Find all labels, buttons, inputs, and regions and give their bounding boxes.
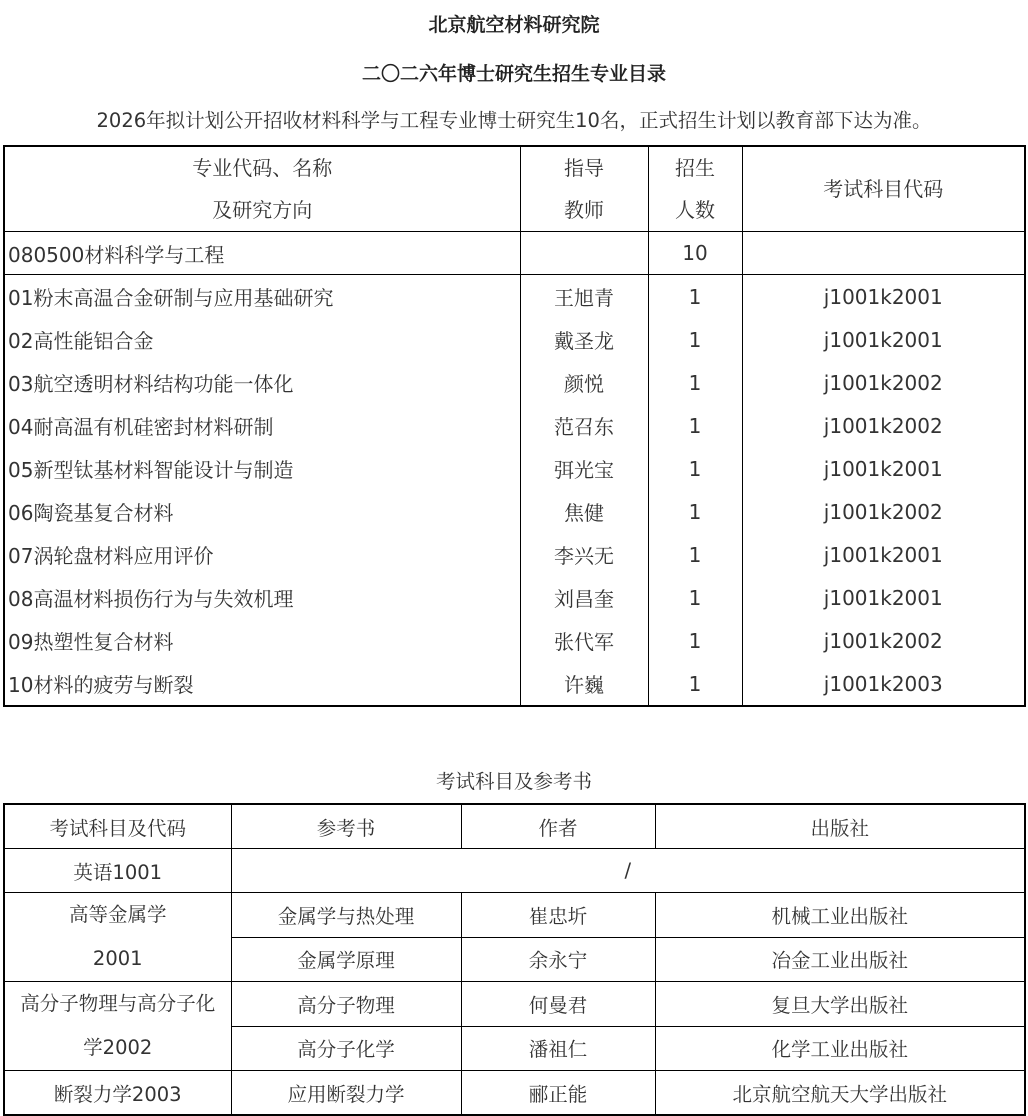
book-publisher: 复旦大学出版社 (655, 982, 1025, 1027)
subject-cell: 断裂力学2003 (4, 1071, 231, 1116)
direction-supervisor: 范召东 (520, 404, 648, 447)
direction-supervisor: 许巍 (520, 662, 648, 706)
major-supervisor (520, 232, 648, 275)
catalog-title: 二〇二六年博士研究生招生专业目录 (361, 63, 666, 85)
direction-exam-codes: j1001k2002 (742, 490, 1025, 533)
header-book: 参考书 (231, 804, 461, 849)
direction-name: 08高温材料损伤行为与失效机理 (8, 587, 294, 611)
major-name: 080500材料科学与工程 (4, 232, 520, 275)
direction-exam-codes: j1001k2002 (742, 404, 1025, 447)
book-publisher: 冶金工业出版社 (655, 937, 1025, 982)
direction-name: 03航空透明材料结构功能一体化 (8, 372, 294, 396)
header-quota (648, 146, 742, 232)
reference-table-caption: 考试科目及参考书 (435, 770, 592, 793)
subject-line1: 高等金属学 (68, 903, 167, 926)
table-row (4, 893, 1025, 938)
direction-quota: 1 (648, 275, 742, 319)
header-publisher: 出版社 (655, 804, 1025, 849)
table-row (4, 404, 1025, 447)
direction-supervisor: 王旭青 (520, 275, 648, 319)
table-row (4, 849, 1025, 893)
direction-name: 02高性能铝合金 (8, 329, 154, 353)
direction-exam-codes: j1001k2001 (742, 318, 1025, 361)
header-major-line1: 专业代码、名称 (192, 156, 333, 180)
header-quota-line1: 招生 (675, 156, 715, 180)
reference-table-header (4, 804, 1025, 849)
direction-supervisor: 弭光宝 (520, 447, 648, 490)
table-row (4, 490, 1025, 533)
book-title: 金属学原理 (231, 937, 461, 982)
institution-title: 北京航空材料研究院 (428, 14, 600, 36)
direction-supervisor: 李兴无 (520, 533, 648, 576)
direction-exam-codes: j1001k2002 (742, 619, 1025, 662)
major-exam-codes (742, 232, 1025, 275)
direction-quota: 1 (648, 404, 742, 447)
subject-cell: 英语1001 (4, 849, 231, 893)
subject-cell (4, 893, 231, 982)
direction-exam-codes: j1001k2001 (742, 275, 1025, 319)
direction-name: 07涡轮盘材料应用评价 (8, 544, 214, 568)
direction-exam-codes: j1001k2001 (742, 576, 1025, 619)
header-major (4, 146, 520, 232)
table-row (4, 619, 1025, 662)
header-exam-codes: 考试科目代码 (742, 146, 1025, 232)
book-title: 高分子化学 (231, 1026, 461, 1071)
book-publisher: 北京航空航天大学出版社 (655, 1071, 1025, 1116)
direction-supervisor: 张代军 (520, 619, 648, 662)
book-title: 高分子物理 (231, 982, 461, 1027)
table-row (4, 982, 1025, 1027)
subject-cell (4, 982, 231, 1071)
direction-name: 06陶瓷基复合材料 (8, 501, 174, 525)
direction-quota: 1 (648, 490, 742, 533)
direction-name: 10材料的疲劳与断裂 (8, 673, 194, 697)
no-reference-cell: / (231, 849, 1025, 893)
table-row (4, 1071, 1025, 1116)
direction-quota: 1 (648, 318, 742, 361)
direction-supervisor: 刘昌奎 (520, 576, 648, 619)
subject-line2: 2001 (92, 947, 143, 970)
major-row (4, 232, 1025, 275)
direction-quota: 1 (648, 361, 742, 404)
reference-table (3, 803, 1026, 1116)
book-author: 崔忠圻 (461, 893, 655, 938)
program-table (3, 145, 1026, 707)
header-supervisor-line1: 指导 (564, 156, 604, 180)
table-row (4, 318, 1025, 361)
book-title: 金属学与热处理 (231, 893, 461, 938)
header-author: 作者 (461, 804, 655, 849)
book-author: 何曼君 (461, 982, 655, 1027)
table-row (4, 662, 1025, 706)
book-author: 郦正能 (461, 1071, 655, 1116)
book-title: 应用断裂力学 (231, 1071, 461, 1116)
book-author: 余永宁 (461, 937, 655, 982)
intro-text: 2026年拟计划公开招收材料科学与工程专业博士研究生10名，正式招生计划以教育部下达为准。 (96, 109, 932, 132)
direction-name: 05新型钛基材料智能设计与制造 (8, 458, 294, 482)
direction-supervisor: 焦健 (520, 490, 648, 533)
direction-quota: 1 (648, 619, 742, 662)
program-table-header (4, 146, 1025, 232)
book-publisher: 机械工业出版社 (655, 893, 1025, 938)
book-publisher: 化学工业出版社 (655, 1026, 1025, 1071)
major-quota: 10 (648, 232, 742, 275)
direction-quota: 1 (648, 662, 742, 706)
direction-exam-codes: j1001k2002 (742, 361, 1025, 404)
direction-exam-codes: j1001k2003 (742, 662, 1025, 706)
table-row (4, 533, 1025, 576)
header-supervisor-line2: 教师 (564, 198, 604, 222)
direction-quota: 1 (648, 533, 742, 576)
header-subject: 考试科目及代码 (4, 804, 231, 849)
direction-quota: 1 (648, 576, 742, 619)
direction-exam-codes: j1001k2001 (742, 533, 1025, 576)
header-supervisor (520, 146, 648, 232)
direction-name: 04耐高温有机硅密封材料研制 (8, 415, 274, 439)
header-quota-line2: 人数 (675, 198, 715, 222)
table-row (4, 576, 1025, 619)
book-author: 潘祖仁 (461, 1026, 655, 1071)
direction-quota: 1 (648, 447, 742, 490)
direction-supervisor: 戴圣龙 (520, 318, 648, 361)
direction-supervisor: 颜悦 (520, 361, 648, 404)
table-row (4, 447, 1025, 490)
header-major-line2: 及研究方向 (212, 198, 313, 222)
subject-line2: 学2002 (83, 1036, 153, 1059)
subject-line1: 高分子物理与高分子化 (20, 992, 216, 1015)
table-row (4, 361, 1025, 404)
direction-name: 09热塑性复合材料 (8, 630, 174, 654)
table-row (4, 275, 1025, 319)
direction-exam-codes: j1001k2001 (742, 447, 1025, 490)
direction-name: 01粉末高温合金研制与应用基础研究 (8, 286, 334, 310)
